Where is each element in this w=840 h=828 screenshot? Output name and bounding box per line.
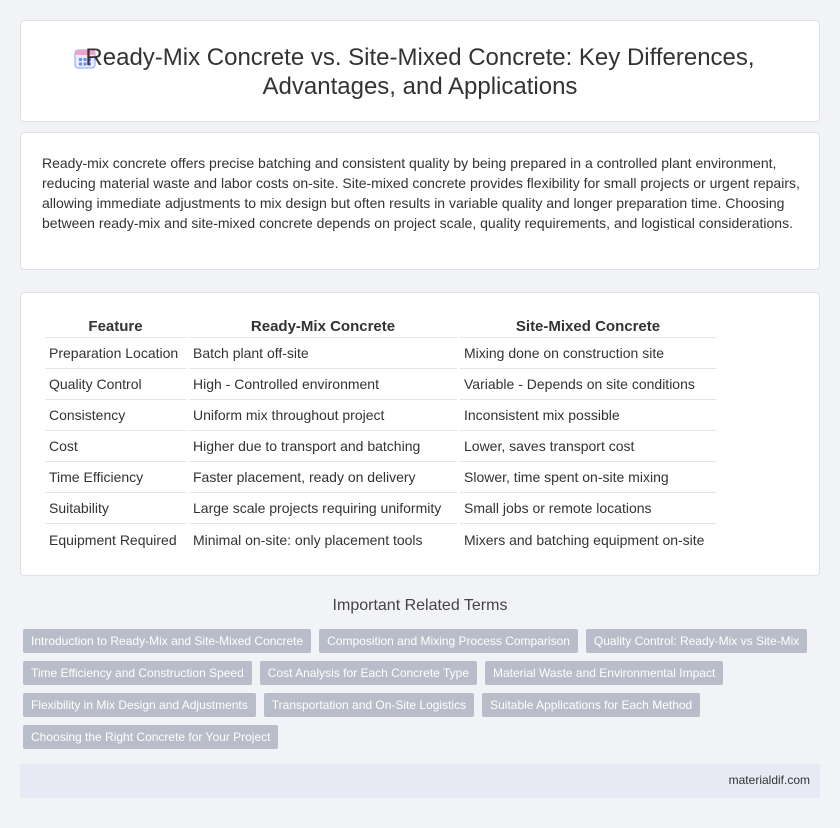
- table-header-row: [45, 313, 716, 338]
- column-header-site-mixed: Site-Mixed Concrete: [460, 313, 716, 338]
- column-header-ready-mix: Ready-Mix Concrete: [189, 313, 457, 338]
- related-term-tag[interactable]: Choosing the Right Concrete for Your Project: [23, 725, 278, 749]
- related-term-tag[interactable]: Quality Control: Ready-Mix vs Site-Mix: [586, 629, 807, 653]
- table-row: [45, 369, 716, 400]
- related-terms-title: Important Related Terms: [332, 597, 508, 614]
- table-cell: Minimal on-site: only placement tools: [193, 531, 423, 548]
- related-term-tag[interactable]: Time Efficiency and Construction Speed: [23, 661, 252, 685]
- table-cell: Slower, time spent on-site mixing: [460, 462, 716, 493]
- table-cell: Cost: [45, 431, 186, 462]
- related-terms-list: [23, 629, 819, 749]
- table-cell: Higher due to transport and batching: [189, 431, 457, 462]
- table-row: [45, 431, 716, 462]
- related-term-tag[interactable]: Suitable Applications for Each Method: [482, 693, 700, 717]
- table-cell: Equipment Required: [49, 531, 177, 548]
- footer: [20, 764, 820, 798]
- table-cell: Batch plant off-site: [189, 338, 457, 369]
- table-cell: High - Controlled environment: [189, 369, 457, 400]
- table-cell: Preparation Location: [45, 338, 186, 369]
- intro-card: [20, 132, 820, 270]
- table-cell: Small jobs or remote locations: [460, 493, 716, 524]
- table-row: [45, 400, 716, 431]
- table-cell: Uniform mix throughout project: [189, 400, 457, 431]
- table-row: [45, 338, 716, 369]
- page-title: [21, 43, 819, 101]
- intro-paragraph: Ready-mix concrete offers precise batching and consistent quality by being prepared in a controlled plant environment, reducing material waste and labor costs on-site. Site-mixed concrete provides flexibility for small projects or urgent repairs, allowing immediate adjustments to mix design but often results in variable quality and longer preparation time. Choosing between ready-mix and site-mixed concrete depends on project scale, quality requirements, and logistical considerations.: [42, 155, 800, 231]
- table-cell: Inconsistent mix possible: [460, 400, 716, 431]
- table-cell: Mixing done on construction site: [460, 338, 716, 369]
- table-cell: Consistency: [45, 400, 186, 431]
- table-cell: Suitability: [45, 493, 186, 524]
- table-cell: Time Efficiency: [45, 462, 186, 493]
- footer-site-link[interactable]: materialdif.com: [728, 773, 810, 787]
- page-title-line1: Ready-Mix Concrete vs. Site-Mixed Concrete: Key Differences,: [85, 44, 755, 71]
- page-title-line2: Advantages, and Applications: [262, 73, 578, 100]
- related-term-tag[interactable]: Material Waste and Environmental Impact: [485, 661, 723, 685]
- table-cell: Variable - Depends on site conditions: [460, 369, 716, 400]
- related-term-tag[interactable]: Cost Analysis for Each Concrete Type: [260, 661, 477, 685]
- table-cell: Lower, saves transport cost: [460, 431, 716, 462]
- table-row: [45, 493, 716, 524]
- table-cell: Faster placement, ready on delivery: [189, 462, 457, 493]
- related-term-tag[interactable]: Flexibility in Mix Design and Adjustments: [23, 693, 256, 717]
- column-header-feature: Feature: [45, 313, 186, 338]
- table-cell: Quality Control: [45, 369, 186, 400]
- header-card: [20, 20, 820, 122]
- comparison-card: [20, 292, 820, 576]
- table-cell: Mixers and batching equipment on-site: [464, 531, 705, 548]
- table-row: [45, 462, 716, 493]
- related-term-tag[interactable]: Introduction to Ready-Mix and Site-Mixed Concrete: [23, 629, 311, 653]
- table-cell: Large scale projects requiring uniformity: [189, 493, 457, 524]
- table-row: [45, 524, 716, 555]
- related-term-tag[interactable]: Composition and Mixing Process Comparison: [319, 629, 578, 653]
- related-term-tag[interactable]: Transportation and On-Site Logistics: [264, 693, 474, 717]
- comparison-table: [42, 313, 719, 555]
